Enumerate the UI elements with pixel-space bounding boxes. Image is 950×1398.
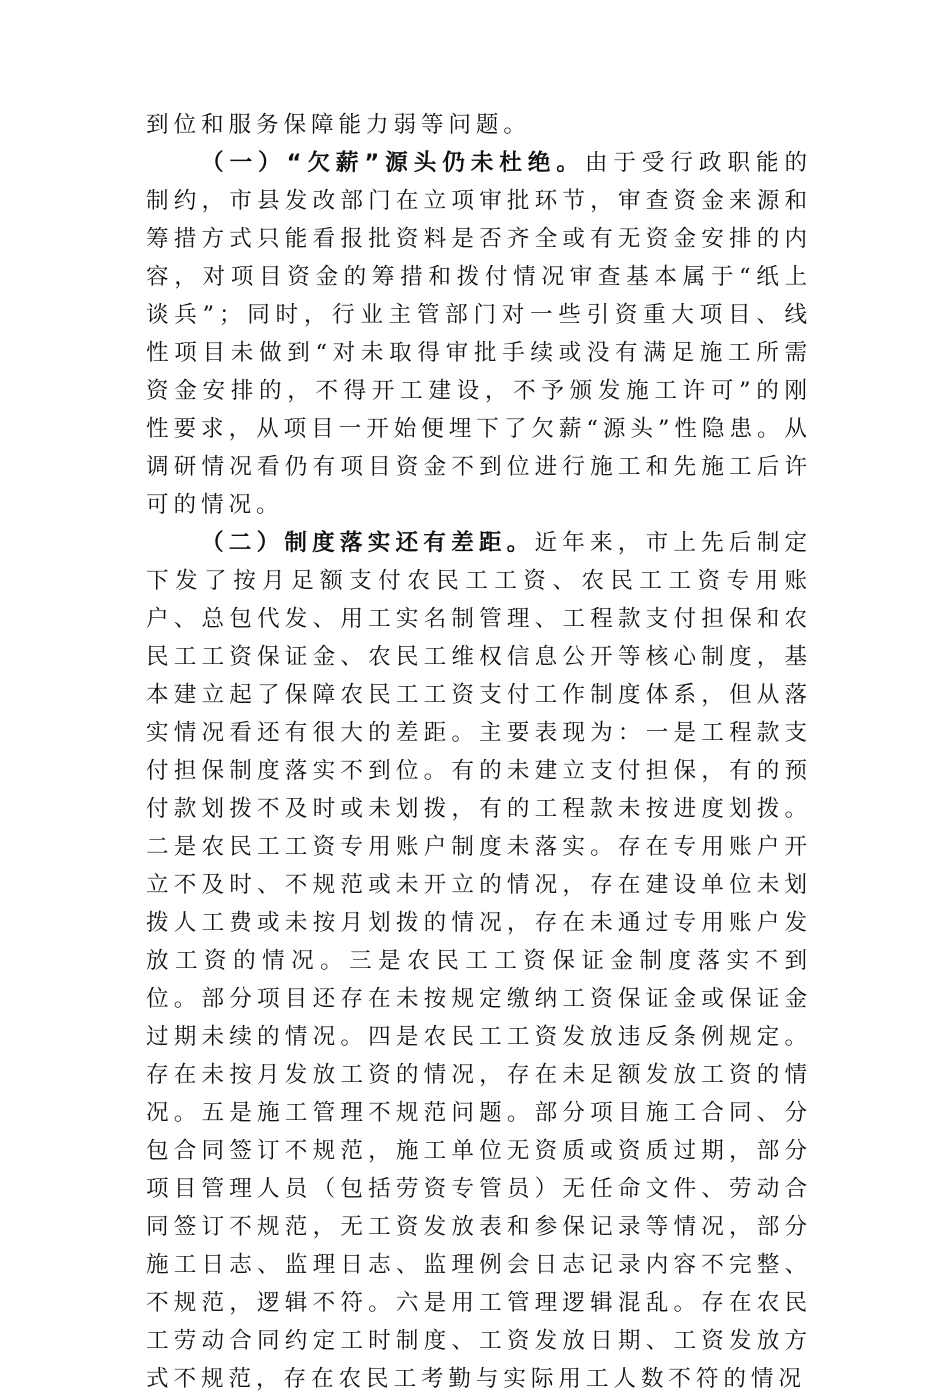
- section-heading-2: （二）制度落实还有差距。: [201, 530, 535, 556]
- paragraph-2: [146, 524, 812, 1398]
- paragraph-1: [146, 144, 812, 524]
- section-heading-1: （一）“欠薪”源头仍未杜绝。: [201, 150, 585, 176]
- paragraph-continuation: 到位和服务保障能力弱等问题。: [146, 112, 531, 138]
- document-body: [146, 106, 812, 1398]
- paragraph-2-body: 近年来，市上先后制定下发了按月足额支付农民工工资、农民工工资专用账户、总包代发、用工实名制管理、工程款支付担保和农民工工资保证金、农民工维权信息公开等核心制度，基本建立起了保障农民工工资支付工作制度体系，但从落实情况看还有很大的差距。主要表现为：一是工程款支付担保制度落实不到位。有的未建立支付担保，有的预付款划拨不及时或未划拨，有的工程款未按进度划拨。二是农民工工资专用账户制度未落实。存在专用账户开立不及时、不规范或未开立的情况，存在建设单位未划拨人工费或未按月划拨的情况，存在未通过专用账户发放工资的情况。三是农民工工资保证金制度落实不到位。部分项目还存在未按规定缴纳工资保证金或保证金过期未续的情况。四是农民工工资发放违反条例规定。存在未按月发放工资的情况，存在未足额发放工资的情况。五是施工管理不规范问题。部分项目施工合同、分包合同签订不规范，施工单位无资质或资质过期，部分项目管理人员（包括劳资专管员）无任命文件、劳动合同签订不规范，无工资发放表和参保记录等情况，部分施工日志、监理日志、监理例会日志记录内容不完整、不规范，逻辑不符。六是用工管理逻辑混乱。存在农民工劳动合同约定工时制度、工资发放日期、工资发放方式不规范，存在农民工考勤与实际用工人数不符的情况: [146, 530, 812, 1392]
- paragraph-1-body: 由于受行政职能的制约，市县发改部门在立项审批环节，审查资金来源和筹措方式只能看报批资料是否齐全或有无资金安排的内容，对项目资金的筹措和拨付情况审查基本属于“纸上谈兵”；同时，行业主管部门对一些引资重大项目、线性项目未做到“对未取得审批手续或没有满足施工所需资金安排的，不得开工建设，不予颁发施工许可”的刚性要求，从项目一开始便埋下了欠薪“源头”性隐患。从调研情况看仍有项目资金不到位进行施工和先施工后许可的情况。: [146, 150, 812, 518]
